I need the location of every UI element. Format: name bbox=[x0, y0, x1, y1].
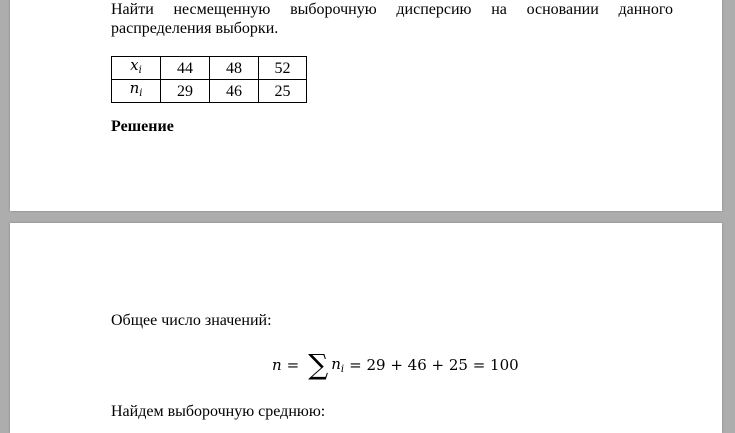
sum-symbol: ∑ bbox=[308, 348, 329, 381]
task-statement: Найти несмещенную выборочную дисперсию на основании данного распределения выборки. bbox=[111, 1, 673, 37]
total-count-formula bbox=[272, 348, 519, 381]
solution-heading: Решение bbox=[111, 118, 174, 135]
formula-term: $n_i$ bbox=[331, 355, 345, 375]
formula-equals: = bbox=[286, 356, 300, 374]
sample-mean-label: Найдем выборочную среднюю: bbox=[111, 403, 326, 420]
row-header-x: $x_i$ bbox=[112, 57, 161, 80]
table-row-n bbox=[112, 80, 307, 103]
table-cell: 25 bbox=[259, 80, 307, 103]
document-page-2 bbox=[10, 223, 722, 433]
table-cell: 44 bbox=[161, 57, 210, 80]
distribution-table bbox=[111, 56, 307, 103]
table-cell: 46 bbox=[210, 80, 259, 103]
formula-lhs: n bbox=[272, 356, 282, 374]
table-cell: 52 bbox=[259, 57, 307, 80]
formula-rhs: = 29 + 46 + 25 = 100 bbox=[349, 356, 519, 374]
table-cell: 48 bbox=[210, 57, 259, 80]
total-count-label: Общее число значений: bbox=[111, 312, 272, 329]
table-row-x bbox=[112, 57, 307, 80]
document-page-1 bbox=[10, 0, 722, 211]
table-cell: 29 bbox=[161, 80, 210, 103]
row-header-n: $n_i$ bbox=[112, 80, 161, 103]
